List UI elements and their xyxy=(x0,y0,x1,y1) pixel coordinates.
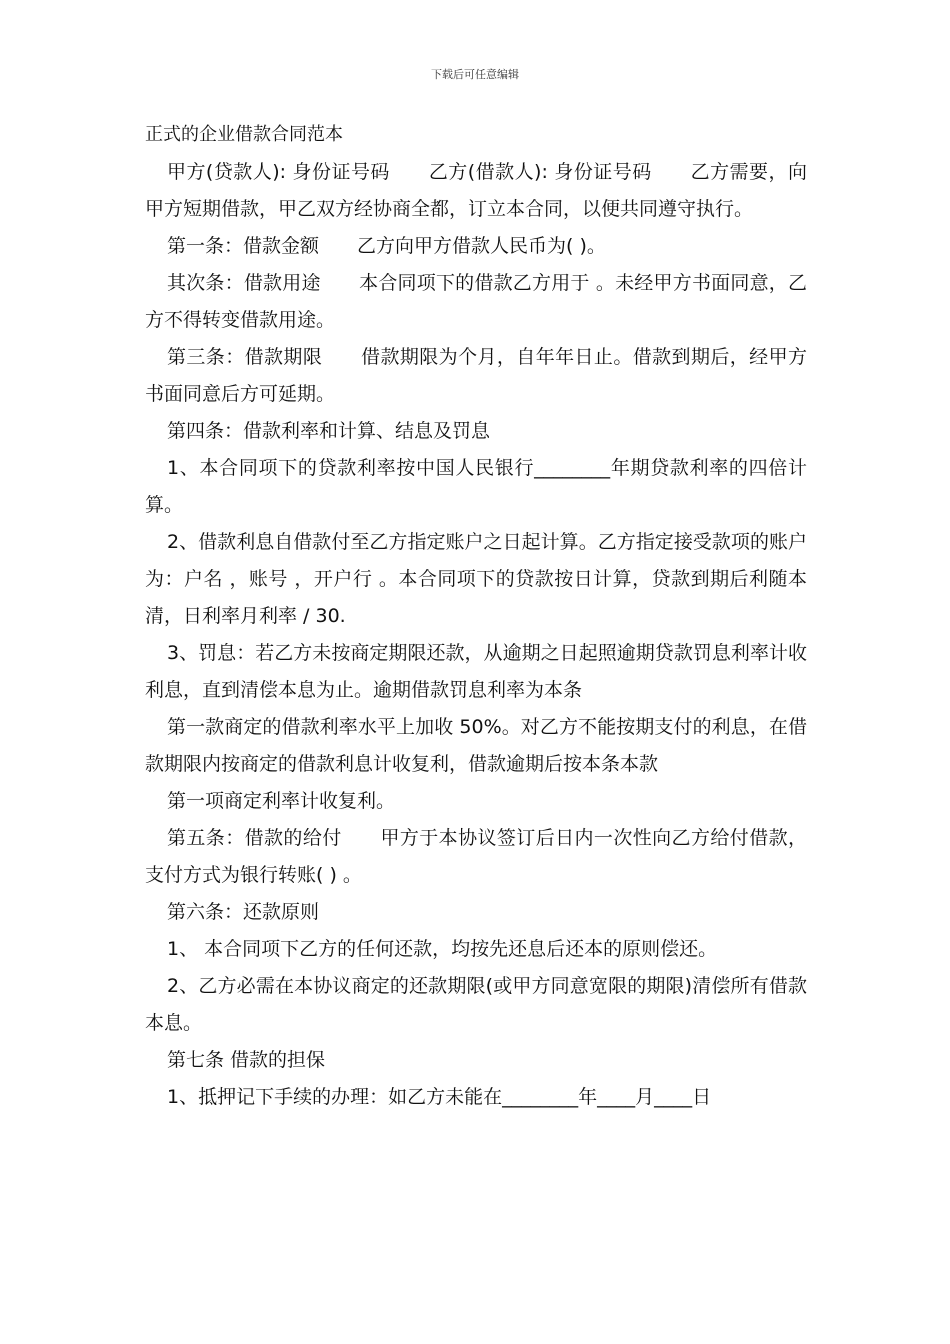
paragraph-article-4-heading: 第四条：借款利率和计算、结息及罚息 xyxy=(167,420,491,442)
paragraph-article-4-item-2: 2、借款利息自借款付至乙方指定账户之日起计算。乙方指定接受款项的账户为：户名 ，账号 ，开户行 。本合同项下的贷款按日计算，贷款到期后利随本清，日利率月利率 / 30. xyxy=(145,531,807,627)
paragraph-article-3: 第三条：借款期限 借款期限为个月，自年年日止。借款到期后，经甲方书面同意后方可延期。 xyxy=(145,346,807,405)
paragraph-article-6-heading: 第六条：还款原则 xyxy=(167,901,320,923)
paragraph-article-4-item-3-cont: 第一款商定的借款利率水平上加收 50%。对乙方不能按期支付的利息，在借款期限内按商定的借款利息计收复利，借款逾期后按本条本款 xyxy=(145,716,807,775)
paragraph-article-4-item-3: 3、罚息：若乙方未按商定期限还款，从逾期之日起照逾期贷款罚息利率计收利息，直到清偿本息为止。逾期借款罚息利率为本条 xyxy=(145,642,807,701)
page-header-note: 下载后可任意编辑 xyxy=(431,68,519,81)
paragraph-article-5: 第五条：借款的给付 甲方于本协议签订后日内一次性向乙方给付借款，支付方式为银行转账( ) 。 xyxy=(145,827,807,886)
paragraph-article-6-item-1: 1、 本合同项下乙方的任何还款，均按先还息后还本的原则偿还。 xyxy=(167,938,718,960)
paragraph-article-7-item-1: 1、抵押记下手续的办理：如乙方未能在________年____月____日 xyxy=(167,1086,712,1108)
document-title: 正式的企业借款合同范本 xyxy=(145,124,343,145)
paragraph-article-6-item-2: 2、乙方必需在本协议商定的还款期限(或甲方同意宽限的期限)清偿所有借款本息。 xyxy=(145,975,807,1034)
paragraph-article-7-heading: 第七条 借款的担保 xyxy=(167,1049,326,1071)
paragraph-parties: 甲方(贷款人): 身份证号码 乙方(借款人): 身份证号码 乙方需要，向甲方短期借款，甲乙双方经协商全都，订立本合同，以便共同遵守执行。 xyxy=(145,161,807,220)
paragraph-article-4-item-1: 1、本合同项下的贷款利率按中国人民银行________年期贷款利率的四倍计算。 xyxy=(145,457,807,516)
paragraph-article-2: 其次条：借款用途 本合同项下的借款乙方用于 。未经甲方书面同意，乙方不得转变借款用途。 xyxy=(145,272,807,331)
document-body xyxy=(145,120,807,1116)
paragraph-article-1: 第一条：借款金额 乙方向甲方借款人民币为( )。 xyxy=(167,235,606,257)
paragraph-article-4-item-3-end: 第一项商定利率计收复利。 xyxy=(167,790,396,812)
